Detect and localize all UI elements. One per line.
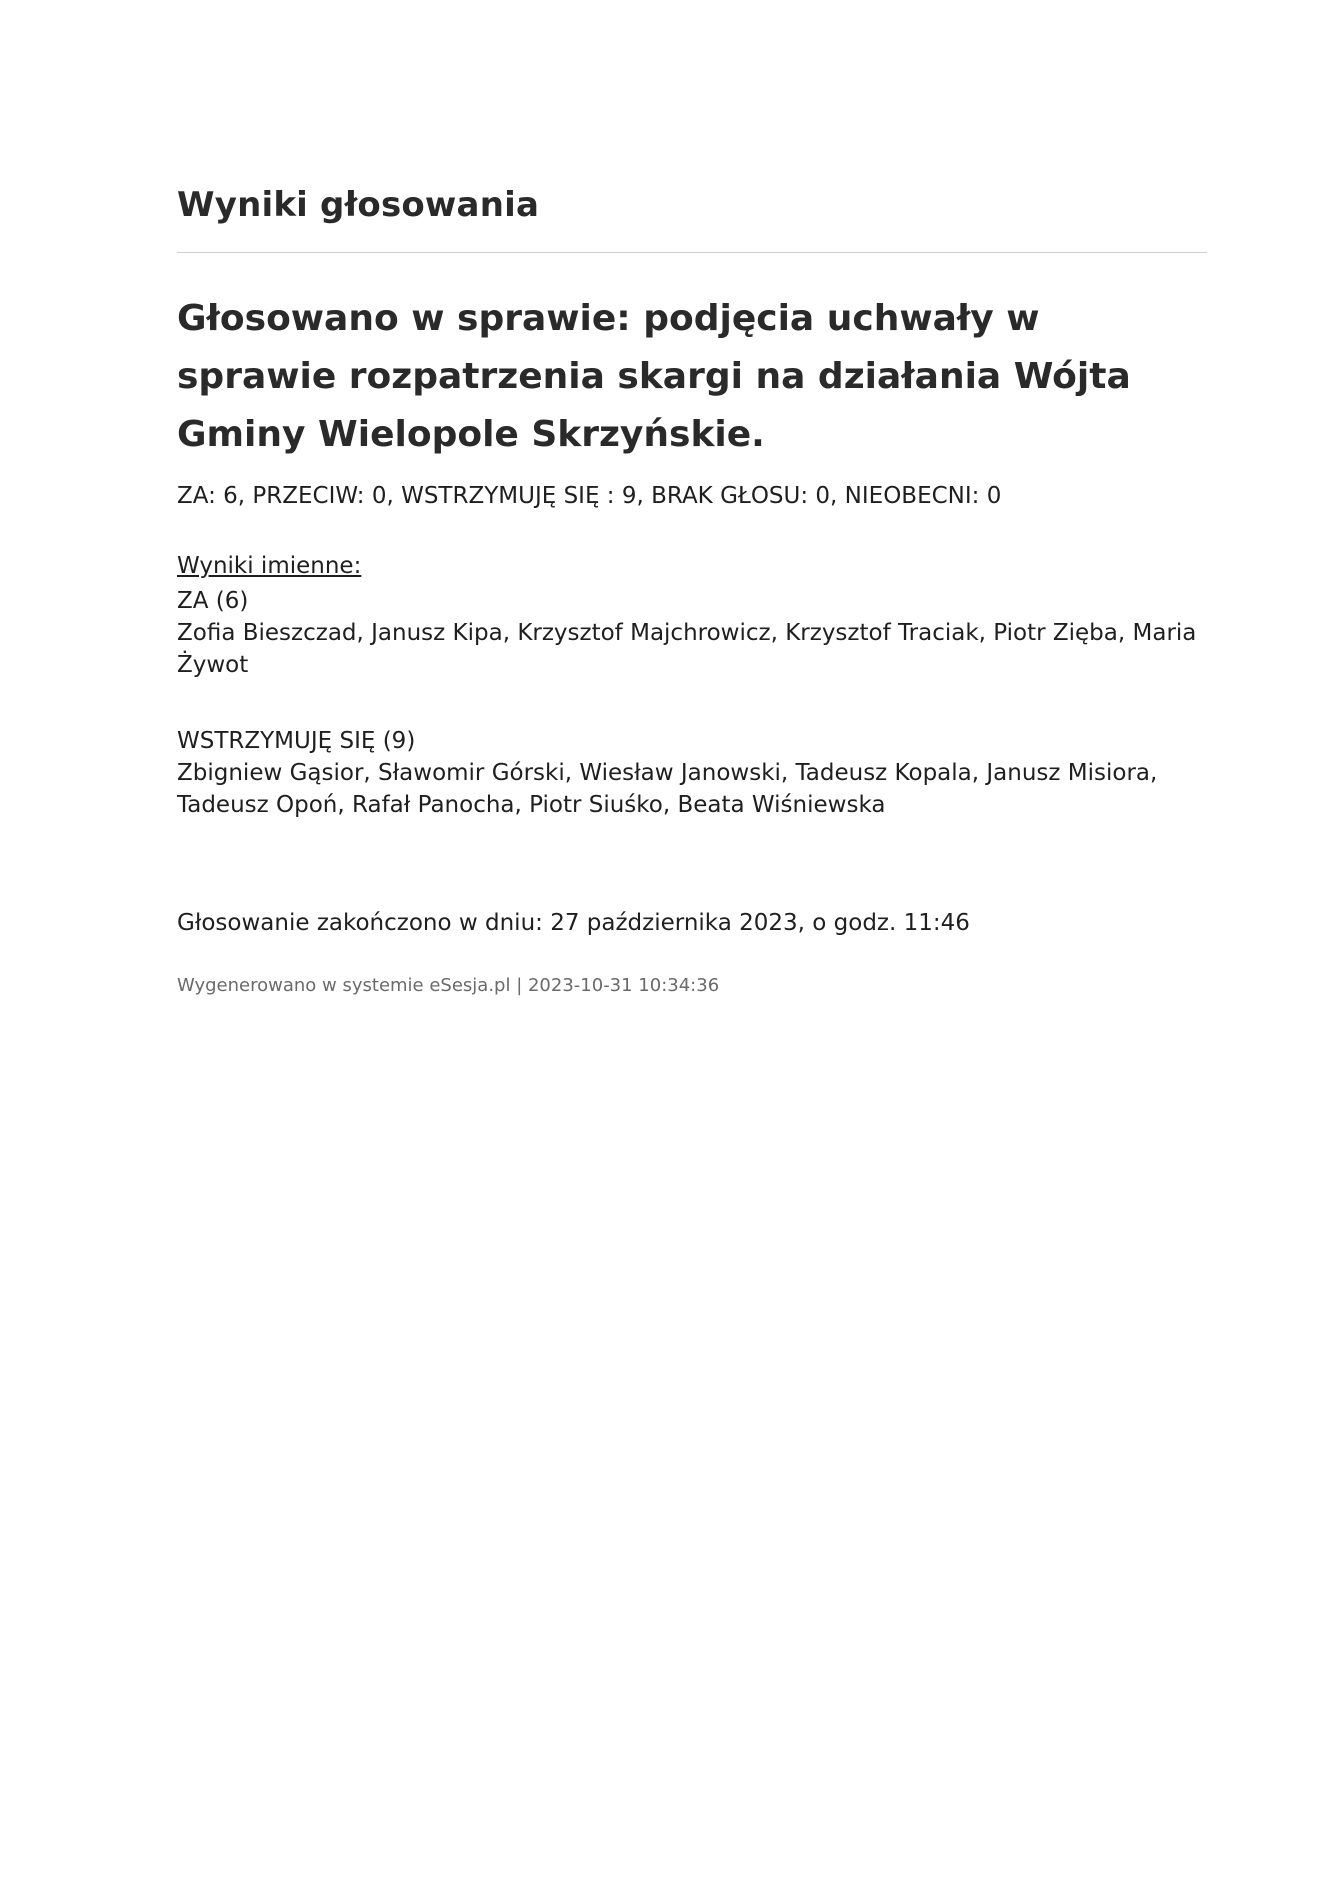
vote-group-abstain — [177, 725, 1197, 821]
vote-summary: ZA: 6, PRZECIW: 0, WSTRZYMUJĘ SIĘ : 9, BRAK GŁOSU: 0, NIEOBECNI: 0 — [177, 483, 1002, 509]
vote-group-for — [177, 585, 1197, 681]
vote-group-label: WSTRZYMUJĘ SIĘ (9) — [177, 728, 416, 754]
title-divider — [177, 252, 1207, 253]
named-results-header: Wyniki imienne: — [177, 553, 362, 579]
vote-closed-date: Głosowanie zakończono w dniu: 27 października 2023, o godz. 11:46 — [177, 910, 970, 936]
vote-subject: Głosowano w sprawie: podjęcia uchwały w sprawie rozpatrzenia skargi na działania Wójta Gminy Wielopole Skrzyńskie. — [177, 298, 1131, 455]
vote-group-names: Zbigniew Gąsior, Sławomir Górski, Wiesław Janowski, Tadeusz Kopala, Janusz Misiora, Tadeusz Opoń, Rafał Panocha, Piotr Siuśko, Beata Wiśniewska — [177, 760, 1158, 818]
vote-group-label: ZA (6) — [177, 588, 249, 614]
vote-group-names: Zofia Bieszczad, Janusz Kipa, Krzysztof Majchrowicz, Krzysztof Traciak, Piotr Zięba, Maria Żywot — [177, 620, 1197, 678]
generated-footer: Wygenerowano w systemie eSesja.pl | 2023-10-31 10:34:36 — [177, 975, 720, 996]
page-title: Wyniki głosowania — [177, 185, 540, 225]
